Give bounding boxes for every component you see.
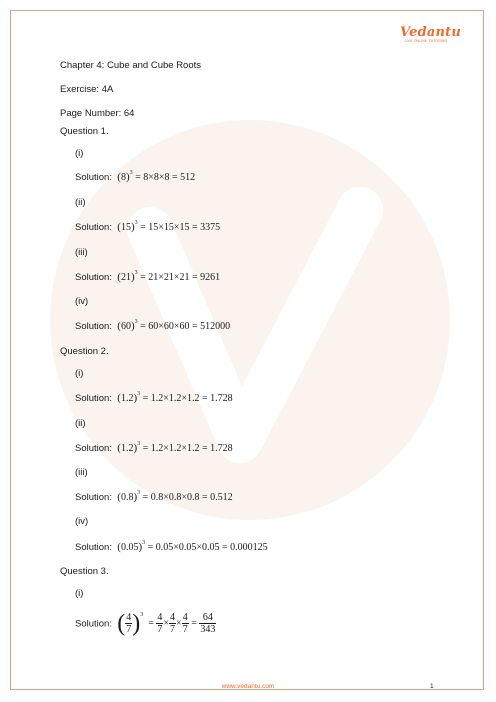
exercise-title: Exercise: 4A [60, 84, 114, 95]
math-expression: $(1.2)^3 = 1.2\times 1.2\times 1.2 = 1.728$ [117, 441, 233, 454]
fraction [169, 612, 176, 635]
math-result: = 1.2×1.2×1.2 = 1.728 [142, 443, 233, 454]
math-exponent: 3 [140, 612, 144, 618]
part-label: (i) [75, 588, 84, 599]
math-base: 60 [120, 321, 131, 332]
question-title: Question 2. [60, 346, 109, 357]
solution-label: Solution: [75, 272, 112, 283]
solution-label: Solution: [75, 618, 112, 630]
math-result: = 21×21×21 = 9261 [140, 272, 221, 283]
math-exponent: 3 [137, 391, 141, 397]
part-label: (ii) [75, 197, 86, 208]
part-label: (i) [75, 148, 84, 159]
question-title: Question 3. [60, 566, 109, 577]
fraction-denominator: 7 [126, 624, 132, 636]
page-number-label: Page Number: 64 [60, 108, 135, 119]
logo-tagline: LIVE ONLINE TUTORING [404, 39, 448, 43]
math-result: = 0.05×0.05×0.05 = 0.000125 [147, 542, 268, 553]
fraction-numerator: 4 [170, 612, 176, 624]
math-base: 0.05 [120, 542, 139, 553]
solution-label: Solution: [75, 393, 112, 404]
fraction-denominator: 343 [200, 624, 216, 636]
solution-line [75, 320, 230, 334]
math-exponent: 3 [134, 270, 138, 276]
part-label: (i) [75, 368, 84, 379]
fraction-numerator: 4 [157, 612, 163, 624]
solution-label: Solution: [75, 321, 112, 332]
question-title: Question 1. [60, 126, 109, 137]
fraction-numerator: 64 [199, 612, 216, 624]
part-label: (iii) [75, 467, 88, 478]
solution-line [75, 610, 216, 639]
math-base: 15 [120, 222, 131, 233]
solution-line [75, 221, 220, 235]
part-label: (iv) [75, 296, 89, 307]
fraction-numerator: 4 [126, 612, 132, 624]
math-expression: $(15)^3 = 15\times 15\times 15 = 3375$ [117, 220, 221, 233]
math-exponent: 3 [142, 540, 146, 546]
math-exponent: 3 [137, 490, 141, 496]
fraction [199, 612, 216, 635]
math-result: = 0.8×0.8×0.8 = 0.512 [142, 492, 233, 503]
fraction [156, 612, 163, 635]
math-result: = 8×8×8 = 512 [135, 172, 196, 183]
fraction-expression: ( $\frac{4}{7}$ )$^3$ = $\frac{4}{7}$ × $\frac{4}{7}$ × $\frac{4}{7}$ = $\frac{64}{343}$ [117, 610, 216, 637]
math-expression: $(1.2)^3 = 1.2\times 1.2\times 1.2 = 1.728$ [117, 391, 233, 404]
math-result: = 15×15×15 = 3375 [140, 222, 221, 233]
solution-label: Solution: [75, 172, 112, 183]
solution-line [75, 271, 220, 285]
math-expression: $(60)^3 = 60\times 60\times 60 = 512000$ [117, 319, 231, 332]
fraction-numerator: 4 [182, 612, 188, 624]
solution-line [75, 392, 233, 406]
logo-wordmark: Vedantu [400, 25, 461, 40]
math-expression: $(0.8)^3 = 0.8\times 0.8\times 0.8 = 0.512$ [117, 490, 233, 503]
math-base: 21 [120, 272, 131, 283]
footer-url[interactable]: www.vedantu.com [221, 683, 275, 690]
math-exponent: 3 [129, 170, 133, 176]
math-expression: $(21)^3 = 21\times 21\times 21 = 9261$ [117, 270, 221, 283]
solution-line [75, 442, 233, 456]
solution-label: Solution: [75, 222, 112, 233]
fraction-denominator: 7 [182, 624, 188, 636]
math-base: 0.8 [120, 492, 134, 503]
math-expression: $(8)^3 = 8\times 8\times 8 = 512$ [117, 170, 196, 183]
math-result: = 1.2×1.2×1.2 = 1.728 [142, 393, 233, 404]
math-result: = 60×60×60 = 512000 [140, 321, 231, 332]
fraction-denominator: 7 [170, 624, 176, 636]
part-label: (iv) [75, 516, 89, 527]
vedantu-logo [400, 25, 461, 44]
solution-label: Solution: [75, 492, 112, 503]
chapter-title: Chapter 4: Cube and Cube Roots [60, 60, 202, 71]
math-exponent: 3 [137, 441, 141, 447]
math-exponent: 3 [134, 319, 138, 325]
page-number: 1 [430, 683, 434, 690]
fraction [182, 612, 189, 635]
solution-line [75, 171, 195, 185]
math-expression: $(0.05)^3 = 0.05\times 0.05\times 0.05 = 0.000125$ [117, 540, 268, 553]
math-base: 1.2 [120, 393, 134, 404]
solution-line [75, 541, 268, 555]
part-label: (iii) [75, 247, 88, 258]
fraction-denominator: 7 [157, 624, 163, 636]
solution-label: Solution: [75, 443, 112, 454]
part-label: (ii) [75, 418, 86, 429]
math-exponent: 3 [134, 220, 138, 226]
solution-line [75, 491, 233, 505]
solution-label: Solution: [75, 542, 112, 553]
math-base: 8 [120, 172, 126, 183]
math-base: 1.2 [120, 443, 134, 454]
